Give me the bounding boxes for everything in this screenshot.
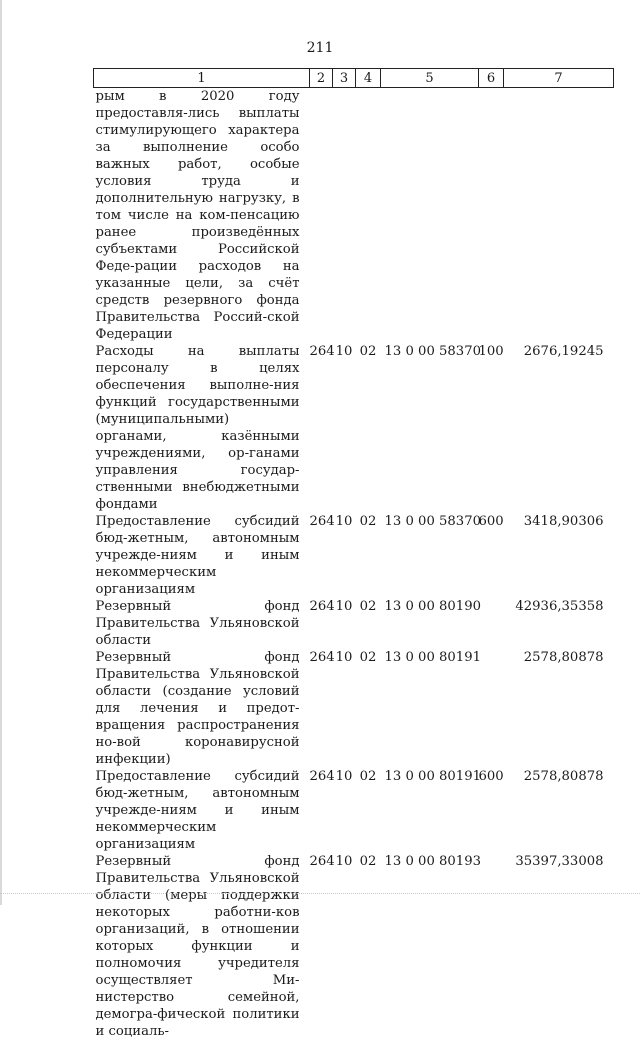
- table-row: [94, 513, 614, 598]
- row-subsection: [356, 88, 381, 344]
- row-amount: 3418,90306: [504, 513, 614, 598]
- row-target: 13 0 00 80191: [381, 649, 479, 768]
- row-name: Расходы на выплаты персоналу в целях обеспечения выполне-ния функций государственными (муниципальными) органами, казёнными учреждениями, ор-ганами управления государ-ственными внебюджетными фондами: [94, 343, 310, 513]
- row-section: [333, 88, 356, 344]
- row-kind: 600: [479, 768, 504, 853]
- row-section: 10: [333, 649, 356, 768]
- row-amount: [504, 88, 614, 344]
- row-admin: 264: [310, 768, 333, 853]
- page-number: 211: [0, 40, 640, 56]
- row-name: Резервный фонд Правительства Ульяновской области (меры поддержки некоторых работни-ков организаций, в отношении которых функции и полномочия учредителя осуществляет Ми-нистерство семейной, демогра-фической политики и социаль-: [94, 853, 310, 1040]
- row-amount: 35397,33008: [504, 853, 614, 1040]
- row-amount: 2676,19245: [504, 343, 614, 513]
- budget-table: [93, 68, 614, 1040]
- row-name: рым в 2020 году предоставля-лись выплаты стимулирующего характера за выполнение особо важных работ, особые условия труда и дополнительную нагрузку, в том числе на ком-пенсацию ранее произведённых субъектами Российской Феде-рации расходов на указанные цели, за счёт средств резервного фонда Правительства Россий-ской Федерации: [94, 88, 310, 344]
- row-kind: [479, 598, 504, 649]
- header-col-amount: 7: [504, 69, 614, 88]
- row-subsection: 02: [356, 598, 381, 649]
- row-admin: 264: [310, 343, 333, 513]
- row-section: 10: [333, 513, 356, 598]
- header-col-target: 5: [381, 69, 479, 88]
- table-header: [94, 69, 614, 88]
- header-col-name: 1: [94, 69, 310, 88]
- row-section: 10: [333, 853, 356, 1040]
- header-row: [94, 69, 614, 88]
- row-kind: 100: [479, 343, 504, 513]
- row-subsection: 02: [356, 513, 381, 598]
- table-row: [94, 853, 614, 1040]
- table-row: [94, 88, 614, 344]
- header-col-section: 3: [333, 69, 356, 88]
- row-target: 13 0 00 80191: [381, 768, 479, 853]
- table-body: [94, 88, 614, 1040]
- row-admin: [310, 88, 333, 344]
- table-row: [94, 598, 614, 649]
- row-admin: 264: [310, 649, 333, 768]
- row-kind: [479, 853, 504, 1040]
- row-target: 13 0 00 58370: [381, 343, 479, 513]
- row-amount: 42936,35358: [504, 598, 614, 649]
- scan-left-edge: [0, 0, 2, 905]
- header-col-subsection: 4: [356, 69, 381, 88]
- header-col-kind: 6: [479, 69, 504, 88]
- row-target: 13 0 00 80190: [381, 598, 479, 649]
- row-subsection: 02: [356, 768, 381, 853]
- row-kind: 600: [479, 513, 504, 598]
- row-admin: 264: [310, 853, 333, 1040]
- row-target: [381, 88, 479, 344]
- header-col-admin: 2: [310, 69, 333, 88]
- row-section: 10: [333, 598, 356, 649]
- row-admin: 264: [310, 598, 333, 649]
- table-row: [94, 343, 614, 513]
- scan-bottom-edge: [0, 893, 640, 894]
- row-amount: 2578,80878: [504, 768, 614, 853]
- row-target: 13 0 00 58370: [381, 513, 479, 598]
- row-name: Резервный фонд Правительства Ульяновской области (создание условий для лечения и предот-вращения распространения но-вой коронавирусной инфекции): [94, 649, 310, 768]
- row-name: Резервный фонд Правительства Ульяновской области: [94, 598, 310, 649]
- row-name: Предоставление субсидий бюд-жетным, автономным учрежде-ниям и иным некоммерческим организациям: [94, 513, 310, 598]
- row-kind: [479, 649, 504, 768]
- row-name: Предоставление субсидий бюд-жетным, автономным учрежде-ниям и иным некоммерческим организациям: [94, 768, 310, 853]
- row-section: 10: [333, 768, 356, 853]
- row-kind: [479, 88, 504, 344]
- row-section: 10: [333, 343, 356, 513]
- table-row: [94, 649, 614, 768]
- row-subsection: 02: [356, 343, 381, 513]
- table-row: [94, 768, 614, 853]
- row-subsection: 02: [356, 853, 381, 1040]
- row-amount: 2578,80878: [504, 649, 614, 768]
- row-admin: 264: [310, 513, 333, 598]
- row-target: 13 0 00 80193: [381, 853, 479, 1040]
- row-subsection: 02: [356, 649, 381, 768]
